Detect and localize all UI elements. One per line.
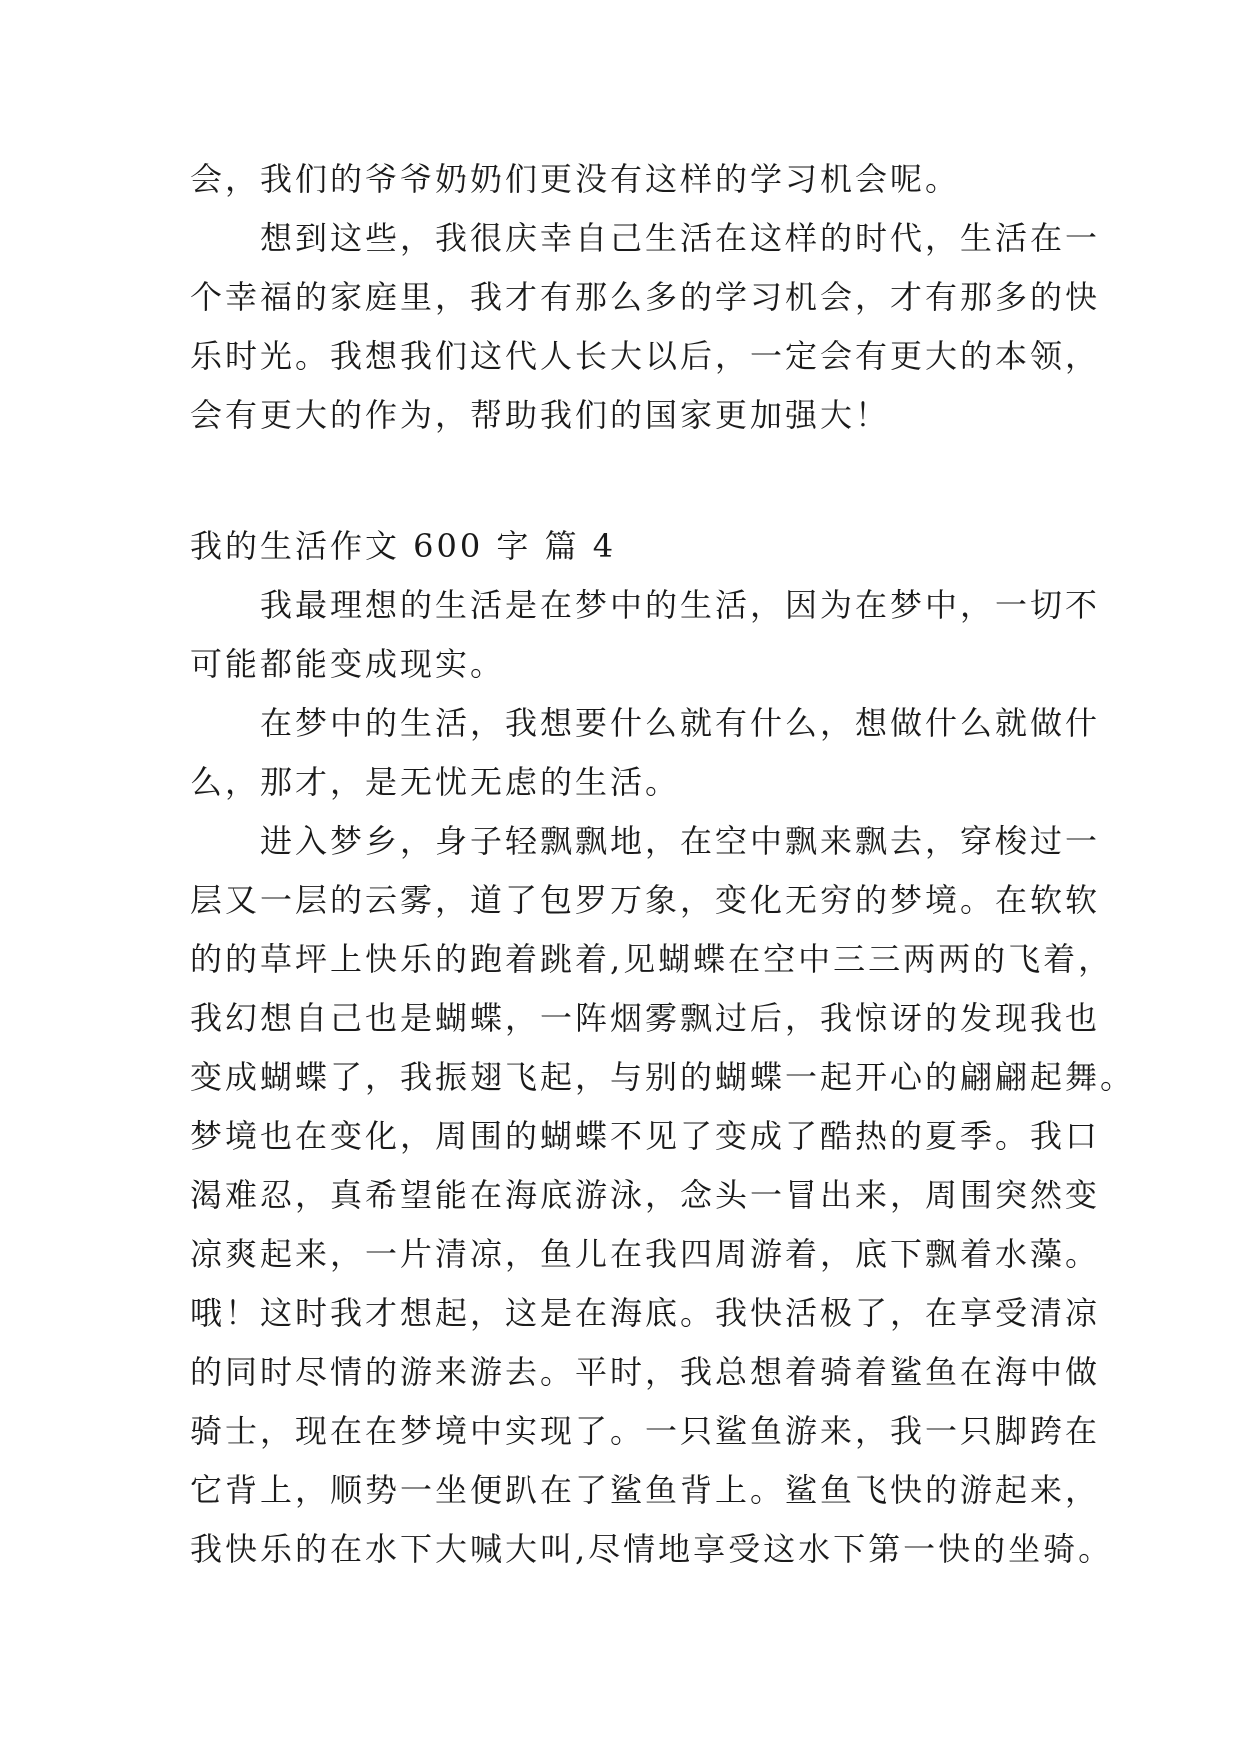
text-line: 渴难忍，真希望能在海底游泳，念头一冒出来，周围突然变 xyxy=(190,1176,1101,1214)
section-heading: 我的生活作文 600 字 篇 4 xyxy=(190,527,617,565)
text-line: 的同时尽情的游来游去。平时，我总想着骑着鲨鱼在海中做 xyxy=(190,1353,1101,1391)
text-line: 我快乐的在水下大喊大叫,尽情地享受这水下第一快的坐骑。 xyxy=(190,1530,1114,1568)
paragraph-first-line: 在梦中的生活，我想要什么就有什么，想做什么就做什 xyxy=(260,704,1101,742)
section-spacer xyxy=(190,445,1070,517)
text-line: 梦境也在变化，周围的蝴蝶不见了变成了酷热的夏季。我口 xyxy=(190,1117,1101,1155)
text-line: 个幸福的家庭里，我才有那么多的学习机会，才有那多的快 xyxy=(190,278,1101,316)
text-line: 骑士，现在在梦境中实现了。一只鲨鱼游来，我一只脚跨在 xyxy=(190,1412,1101,1450)
paragraph-first-line: 想到这些，我很庆幸自己生活在这样的时代，生活在一 xyxy=(260,219,1101,257)
text-line: 会，我们的爷爷奶奶们更没有这样的学习机会呢。 xyxy=(190,160,961,198)
text-line: 我幻想自己也是蝴蝶，一阵烟雾飘过后，我惊讶的发现我也 xyxy=(190,999,1101,1037)
text-line: 它背上，顺势一坐便趴在了鲨鱼背上。鲨鱼飞快的游起来， xyxy=(190,1471,1101,1509)
text-line: 会有更大的作为，帮助我们的国家更加强大！ xyxy=(190,396,891,434)
paragraph-first-line: 进入梦乡，身子轻飘飘地，在空中飘来飘去，穿梭过一 xyxy=(260,822,1101,860)
document-page xyxy=(190,150,1136,1579)
text-line: 变成蝴蝶了，我振翅飞起，与别的蝴蝶一起开心的翩翩起舞。 xyxy=(190,1058,1136,1096)
text-line: 层又一层的云雾，道了包罗万象，变化无穷的梦境。在软软 xyxy=(190,881,1101,919)
text-line: 的的草坪上快乐的跑着跳着,见蝴蝶在空中三三两两的飞着， xyxy=(190,940,1114,978)
paragraph-first-line: 我最理想的生活是在梦中的生活，因为在梦中，一切不 xyxy=(260,586,1101,624)
text-line: 乐时光。我想我们这代人长大以后，一定会有更大的本领， xyxy=(190,337,1101,375)
text-line: 凉爽起来，一片清凉，鱼儿在我四周游着，底下飘着水藻。 xyxy=(190,1235,1101,1273)
text-line: 哦！这时我才想起，这是在海底。我快活极了，在享受清凉 xyxy=(190,1294,1101,1332)
text-line: 可能都能变成现实。 xyxy=(190,645,506,683)
text-line: 么，那才，是无忧无虑的生活。 xyxy=(190,763,681,801)
